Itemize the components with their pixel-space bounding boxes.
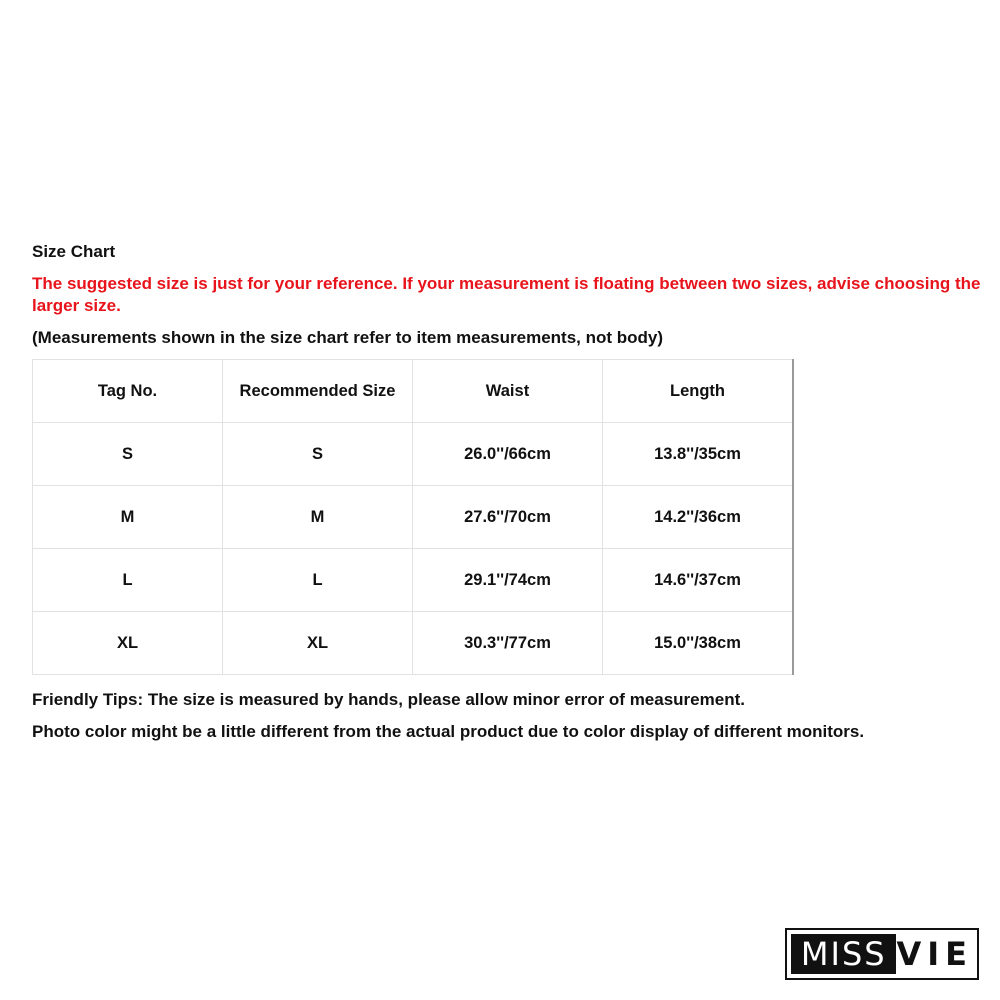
friendly-tips: Friendly Tips: The size is measured by hands, please allow minor error of measurement.	[32, 690, 745, 709]
tag-no-cell: M	[33, 486, 223, 549]
table-header-row	[33, 360, 794, 423]
size-reference-notice: The suggested size is just for your reference. If your measurement is floating between two sizes, advise choosing the larger size.	[32, 274, 981, 315]
tag-no-cell: S	[33, 423, 223, 486]
length-cell: 13.8''/35cm	[603, 423, 794, 486]
recommended-size-cell: XL	[223, 612, 413, 675]
recommended-size-cell: S	[223, 423, 413, 486]
table-row	[33, 549, 794, 612]
column-header-recommended-size: Recommended Size	[223, 360, 413, 423]
waist-cell: 27.6''/70cm	[413, 486, 603, 549]
table-row	[33, 486, 794, 549]
brand-logo	[785, 928, 979, 980]
waist-cell: 26.0''/66cm	[413, 423, 603, 486]
recommended-size-cell: M	[223, 486, 413, 549]
column-header-tag-no: Tag No.	[33, 360, 223, 423]
size-table	[32, 359, 794, 675]
recommended-size-cell: L	[223, 549, 413, 612]
tag-no-cell: XL	[33, 612, 223, 675]
column-header-length: Length	[603, 360, 794, 423]
waist-cell: 29.1''/74cm	[413, 549, 603, 612]
logo-right-text: VIE	[896, 935, 973, 973]
table-row	[33, 423, 794, 486]
length-cell: 15.0''/38cm	[603, 612, 794, 675]
photo-color-note: Photo color might be a little different from the actual product due to color display of different monitors.	[32, 722, 865, 741]
logo-left-text: MISS	[791, 934, 896, 974]
measurement-note: (Measurements shown in the size chart refer to item measurements, not body)	[32, 328, 664, 347]
size-chart-title: Size Chart	[32, 242, 116, 261]
length-cell: 14.2''/36cm	[603, 486, 794, 549]
length-cell: 14.6''/37cm	[603, 549, 794, 612]
tag-no-cell: L	[33, 549, 223, 612]
table-row	[33, 612, 794, 675]
column-header-waist: Waist	[413, 360, 603, 423]
waist-cell: 30.3''/77cm	[413, 612, 603, 675]
